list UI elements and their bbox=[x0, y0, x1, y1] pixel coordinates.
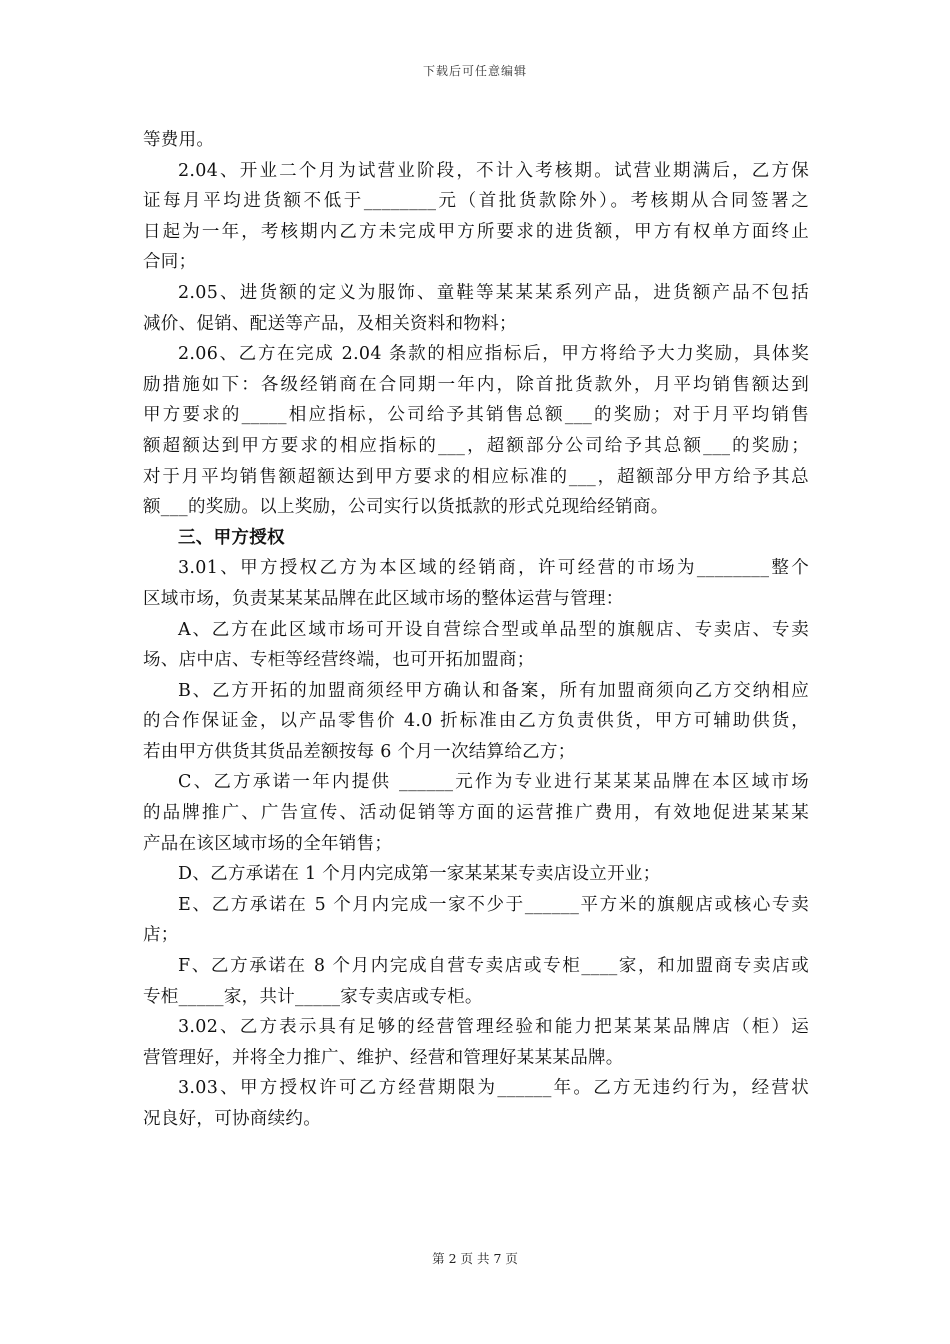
text-line: 2.04、开业二个月为试营业阶段，不计入考核期。试营业期满后，乙方保 bbox=[178, 160, 809, 181]
text-line: 2.06、乙方在完成 2.04 条款的相应指标后，甲方将给予大力奖励，具体奖 bbox=[178, 344, 809, 365]
text-line: D、乙方承诺在 1 个月内完成第一家某某某专卖店设立开业； bbox=[178, 864, 661, 885]
text-line: C、乙方承诺一年内提供 ______元作为专业进行某某某品牌在本区域市场 bbox=[178, 772, 809, 793]
text-line: A、乙方在此区域市场可开设自营综合型或单品型的旗舰店、专卖店、专卖 bbox=[178, 619, 809, 640]
text-line: 日起为一年，考核期内乙方未完成甲方所要求的进货额，甲方有权单方面终止 bbox=[143, 221, 809, 242]
text-line: 若由甲方供货其货品差额按每 6 个月一次结算给乙方； bbox=[143, 741, 576, 762]
text-line: 证每月平均进货额不低于________元（首批货款除外）。考核期从合同签署之 bbox=[143, 191, 809, 212]
page-number: 第 2 页 共 7 页 bbox=[432, 1251, 518, 1266]
text-line: 场、店中店、专柜等经营终端，也可开拓加盟商； bbox=[143, 650, 535, 671]
text-line: F、乙方承诺在 8 个月内完成自营专卖店或专柜____家，和加盟商专卖店或 bbox=[178, 956, 809, 977]
text-line: 2.05、进货额的定义为服饰、童鞋等某某某系列产品，进货额产品不包括 bbox=[178, 282, 809, 303]
header-note: 下载后可任意编辑 bbox=[422, 64, 527, 78]
text-line: 额___的奖励。以上奖励，公司实行以货抵款的形式兑现给经销商。 bbox=[143, 497, 669, 518]
text-line: 专柜_____家，共计_____家专卖店或专柜。 bbox=[143, 986, 483, 1007]
text-line: 3.01、甲方授权乙方为本区域的经销商，许可经营的市场为________整个 bbox=[178, 558, 809, 579]
text-line: 等费用。 bbox=[143, 130, 215, 150]
text-line: 对于月平均销售额超额达到甲方要求的相应标准的___，超额部分甲方给予其总 bbox=[143, 466, 809, 487]
text-line: 的品牌推广、广告宣传、活动促销等方面的运营推广费用，有效地促进某某某 bbox=[143, 803, 809, 824]
text-line: 产品在该区域市场的全年销售； bbox=[143, 833, 393, 854]
text-line: 甲方要求的_____相应指标，公司给予其销售总额___的奖励；对于月平均销售 bbox=[143, 405, 809, 426]
text-line: 额超额达到甲方要求的相应指标的___，超额部分公司给予其总额___的奖励； bbox=[143, 435, 809, 456]
text-line: E、乙方承诺在 5 个月内完成一家不少于______平方米的旗舰店或核心专卖 bbox=[178, 894, 809, 915]
text-line: B、乙方开拓的加盟商须经甲方确认和备案，所有加盟商须向乙方交纳相应 bbox=[178, 680, 809, 701]
document-body bbox=[143, 125, 809, 1135]
text-line: 店； bbox=[143, 925, 179, 946]
text-line: 减价、促销、配送等产品，及相关资料和物料； bbox=[143, 313, 517, 334]
text-line: 励措施如下：各级经销商在合同期一年内，除首批货款外，月平均销售额达到 bbox=[143, 374, 809, 395]
text-line: 的合作保证金，以产品零售价 4.0 折标准由乙方负责供货，甲方可辅助供货， bbox=[143, 711, 809, 732]
text-line: 况良好，可协商续约。 bbox=[143, 1109, 321, 1129]
text-line: 合同； bbox=[143, 252, 197, 273]
text-line: 3.03、甲方授权许可乙方经营期限为______年。乙方无违约行为，经营状 bbox=[178, 1078, 809, 1099]
text-line: 营管理好，并将全力推广、维护、经营和管理好某某某品牌。 bbox=[143, 1047, 624, 1068]
text-line: 3.02、乙方表示具有足够的经营管理经验和能力把某某某品牌店（柜）运 bbox=[178, 1017, 809, 1038]
section-heading: 三、甲方授权 bbox=[178, 527, 285, 548]
text-line: 区域市场，负责某某某品牌在此区域市场的整体运营与管理： bbox=[143, 588, 624, 609]
